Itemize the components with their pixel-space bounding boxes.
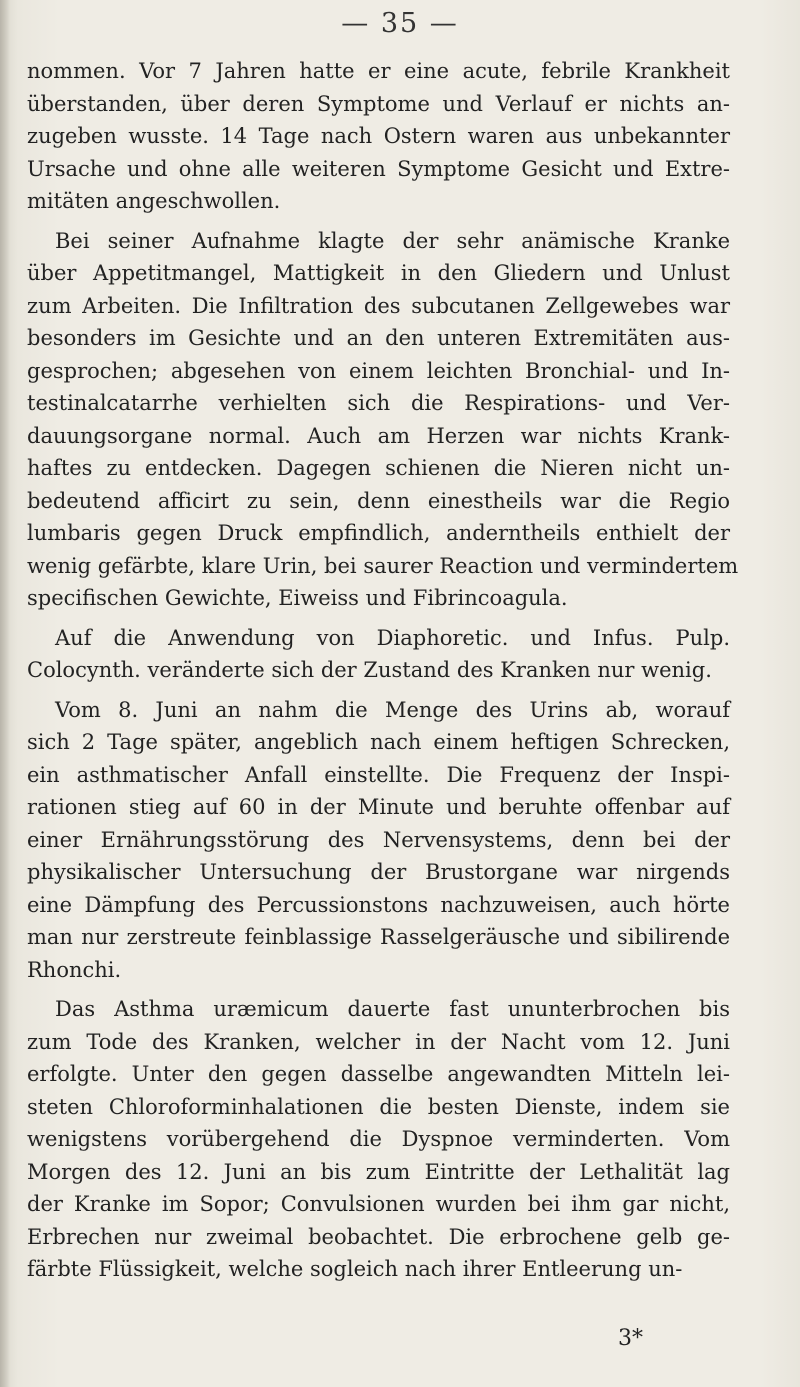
- binding-gutter-shadow: [0, 0, 10, 1387]
- text-line: überstanden, über deren Symptome und Verlauf er nichts an-: [27, 91, 730, 116]
- text-line: haftes zu entdecken. Dagegen schienen die Nieren nicht un-: [27, 456, 730, 480]
- text-line: steten Chloroforminhalationen die besten Dienste, indem sie: [27, 1094, 730, 1119]
- text-line: wenigstens vorübergehend die Dyspnoe verminderten. Vom: [27, 1127, 730, 1151]
- text-line: physikalischer Untersuchung der Brustorgane war nirgends: [27, 860, 730, 884]
- text-line: Colocynth. veränderte sich der Zustand des Kranken nur wenig.: [27, 658, 712, 682]
- text-line: eine Dämpfung des Percussionstons nachzuweisen, auch hörte: [27, 892, 730, 917]
- text-line: sich 2 Tage später, angeblich nach einem heftigen Schrecken,: [27, 730, 730, 754]
- paragraph: [27, 694, 730, 987]
- text-line: man nur zerstreute feinblassige Rasselgeräusche und sibilirende: [27, 925, 730, 949]
- signature-mark: 3*: [618, 1326, 643, 1351]
- text-line: einer Ernährungsstörung des Nervensystems, denn bei der: [27, 827, 730, 852]
- text-line: zugeben wusste. 14 Tage nach Ostern waren aus unbekannter: [27, 124, 730, 148]
- text-line: wenig gefärbte, klare Urin, bei saurer Reaction und vermindertem: [27, 553, 739, 578]
- page-number: — 35 —: [341, 8, 459, 39]
- text-line: Vom 8. Juni an nahm die Menge des Urins ab, worauf: [55, 697, 730, 722]
- text-line: specifischen Gewichte, Eiweiss und Fibrincoagula.: [27, 586, 568, 610]
- text-line: besonders im Gesichte und an den unteren Extremitäten aus-: [27, 326, 730, 350]
- paragraph: [27, 622, 730, 687]
- text-line: bedeutend afficirt zu sein, denn einestheils war die Regio: [27, 488, 730, 513]
- text-line: Erbrechen nur zweimal beobachtet. Die erbrochene gelb ge-: [27, 1224, 730, 1249]
- paragraph: [27, 993, 730, 1286]
- text-line: gesprochen; abgesehen von einem leichten Bronchial- und In-: [27, 358, 730, 383]
- text-line: Das Asthma uræmicum dauerte fast ununterbrochen bis: [55, 997, 730, 1021]
- text-line: Rhonchi.: [27, 957, 122, 982]
- text-line: lumbaris gegen Druck empfindlich, anderntheils enthielt der: [27, 521, 730, 545]
- text-line: ein asthmatischer Anfall einstellte. Die Frequenz der Inspi-: [27, 762, 730, 787]
- paragraph: [27, 225, 739, 615]
- paragraph-gap: [27, 687, 730, 694]
- text-line: der Kranke im Sopor; Convulsionen wurden bei ihm gar nicht,: [27, 1192, 730, 1216]
- text-line: dauungsorgane normal. Auch am Herzen war nichts Krank-: [27, 423, 730, 448]
- text-line: mitäten angeschwollen.: [27, 189, 281, 213]
- text-line: Morgen des 12. Juni an bis zum Eintritte der Lethalität lag: [27, 1159, 730, 1184]
- paragraph: [27, 55, 730, 218]
- text-line: testinalcatarrhe verhielten sich die Respirations- und Ver-: [27, 391, 730, 415]
- text-line: erfolgte. Unter den gegen dasselbe angewandten Mitteln lei-: [27, 1062, 730, 1086]
- text-line: zum Tode des Kranken, welcher in der Nacht vom 12. Juni: [27, 1029, 730, 1054]
- text-line: über Appetitmangel, Mattigkeit in den Gliedern und Unlust: [27, 261, 730, 285]
- text-line: Auf die Anwendung von Diaphoretic. und Infus. Pulp.: [55, 625, 730, 650]
- paragraph-gap: [27, 615, 730, 622]
- text-line: rationen stieg auf 60 in der Minute und beruhte offenbar auf: [27, 795, 730, 819]
- text-line: zum Arbeiten. Die Infiltration des subcutanen Zellgewebes war: [27, 293, 730, 318]
- text-line: Bei seiner Aufnahme klagte der sehr anämische Kranke: [55, 228, 730, 253]
- text-line: färbte Flüssigkeit, welche sogleich nach ihrer Entleerung un-: [27, 1257, 683, 1281]
- paragraph-gap: [27, 986, 730, 993]
- body-text: [27, 55, 739, 1286]
- paragraph-gap: [27, 218, 730, 225]
- text-line: nommen. Vor 7 Jahren hatte er eine acute, febrile Krankheit: [27, 59, 730, 83]
- text-line: Ursache und ohne alle weiteren Symptome Gesicht und Extre-: [27, 156, 730, 181]
